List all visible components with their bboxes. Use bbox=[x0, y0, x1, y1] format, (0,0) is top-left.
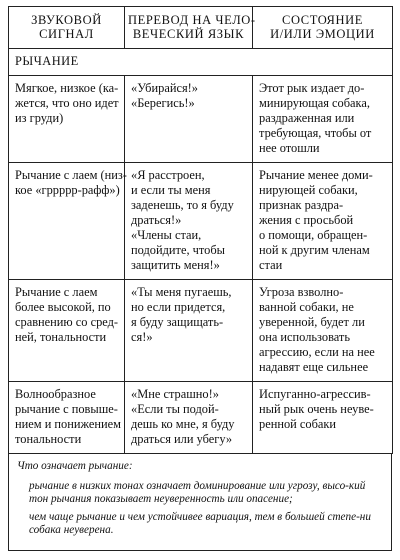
table-body bbox=[9, 76, 393, 454]
cell-state bbox=[253, 280, 393, 382]
cell-line: и если ты меня bbox=[131, 183, 211, 197]
cell-line: «Если ты подой- bbox=[131, 402, 219, 416]
cell-state bbox=[253, 163, 393, 280]
cell-line: «Ты меня пугаешь, bbox=[131, 285, 232, 299]
table-row bbox=[9, 76, 393, 163]
cell-sound-signal bbox=[9, 76, 125, 163]
cell-line: она использовать bbox=[259, 330, 350, 344]
cell-line: драться или убегу» bbox=[131, 432, 233, 446]
cell-line: «Убирайся!» bbox=[131, 81, 198, 95]
cell-line: надавят еще сильнее bbox=[259, 360, 369, 374]
cell-line: тональности bbox=[15, 432, 82, 446]
cell-line: ванной собаки, не bbox=[259, 300, 354, 314]
cell-line: нирующей собаки, bbox=[259, 183, 358, 197]
cell-line: ся!» bbox=[131, 330, 153, 344]
cell-line: более высокой, по bbox=[15, 300, 111, 314]
cell-sound-signal bbox=[9, 163, 125, 280]
cell-line: ней, тональности bbox=[15, 330, 107, 344]
cell-line: стаи bbox=[259, 258, 283, 272]
note-item-1: рычание в низких тонах означает доминирование или угрозу, высо-кий тон рычания показывает неуверенность или опасение; bbox=[29, 479, 366, 505]
cell-sound-signal bbox=[9, 280, 125, 382]
cell-line: агрессию, если на нее bbox=[259, 345, 375, 359]
cell-line: Рычание с лаем bbox=[15, 285, 98, 299]
cell-translation bbox=[125, 382, 253, 454]
cell-line: сравнению со сред- bbox=[15, 315, 119, 329]
cell-translation bbox=[125, 163, 253, 280]
cell-line: подойдите, чтобы bbox=[131, 243, 225, 257]
cell-sound-signal bbox=[9, 382, 125, 454]
cell-line: требующая, чтобы от bbox=[259, 126, 372, 140]
cell-line: уверенной, будет ли bbox=[259, 315, 365, 329]
cell-line: нее отошли bbox=[259, 141, 320, 155]
note-item-2: чем чаще рычание и чем устойчивее вариация, тем в большей степе-ни собака неуверена. bbox=[29, 510, 371, 536]
notes-title: Что означает рычание: bbox=[17, 460, 133, 472]
header-sound-signal: ЗВУКОВОЙ СИГНАЛ bbox=[9, 7, 125, 49]
table-row bbox=[9, 280, 393, 382]
cell-line: Угроза взволно- bbox=[259, 285, 344, 299]
section-row bbox=[9, 49, 393, 76]
cell-line: «Мне страшно!» bbox=[131, 387, 219, 401]
cell-line: о помощи, обращен- bbox=[259, 228, 368, 242]
section-title: РЫЧАНИЕ bbox=[9, 49, 393, 76]
header-state-emotion: СОСТОЯНИЕ И/ИЛИ ЭМОЦИИ bbox=[253, 7, 393, 49]
cell-line: из груди) bbox=[15, 111, 64, 125]
cell-line: признак раздра- bbox=[259, 198, 344, 212]
cell-line: жения с просьбой bbox=[259, 213, 354, 227]
cell-line: ный рык очень неуве- bbox=[259, 402, 374, 416]
cell-line: я буду защищать- bbox=[131, 315, 224, 329]
cell-line: Рычание менее доми- bbox=[259, 168, 373, 182]
cell-translation bbox=[125, 76, 253, 163]
cell-line: защитить меня!» bbox=[131, 258, 220, 272]
cell-line: ной к другим членам bbox=[259, 243, 370, 257]
cell-line: «Берегись!» bbox=[131, 96, 195, 110]
cell-line: Этот рык издает до- bbox=[259, 81, 365, 95]
cell-line: нием и понижением bbox=[15, 417, 122, 431]
cell-line: Рычание с лаем (низ- bbox=[15, 168, 127, 182]
cell-line: заденешь, то я буду bbox=[131, 198, 234, 212]
cell-line: Мягкое, низкое (ка- bbox=[15, 81, 119, 95]
cell-line: кое «гррррр-рафф») bbox=[15, 183, 120, 197]
cell-line: Испуганно-агрессив- bbox=[259, 387, 371, 401]
cell-line: раздраженная или bbox=[259, 111, 355, 125]
cell-line: «Члены стаи, bbox=[131, 228, 202, 242]
cell-line: жется, что оно идет bbox=[15, 96, 119, 110]
cell-line: рычание с повыше- bbox=[15, 402, 118, 416]
table-row bbox=[9, 382, 393, 454]
header-translation: ПЕРЕВОД НА ЧЕЛО- ВЕЧЕСКИЙ ЯЗЫК bbox=[125, 7, 253, 49]
cell-state bbox=[253, 382, 393, 454]
cell-line: ренной собаки bbox=[259, 417, 337, 431]
cell-line: Волнообразное bbox=[15, 387, 96, 401]
cell-line: минирующая собака, bbox=[259, 96, 370, 110]
cell-state bbox=[253, 76, 393, 163]
cell-line: драться!» bbox=[131, 213, 182, 227]
cell-translation bbox=[125, 280, 253, 382]
table-row bbox=[9, 163, 393, 280]
cell-line: но если придется, bbox=[131, 300, 226, 314]
header-row bbox=[9, 7, 393, 49]
cell-line: «Я расстроен, bbox=[131, 168, 205, 182]
cell-line: дешь ко мне, я буду bbox=[131, 417, 235, 431]
growl-table bbox=[8, 6, 393, 454]
notes-box bbox=[8, 454, 392, 551]
document-page bbox=[8, 6, 392, 552]
